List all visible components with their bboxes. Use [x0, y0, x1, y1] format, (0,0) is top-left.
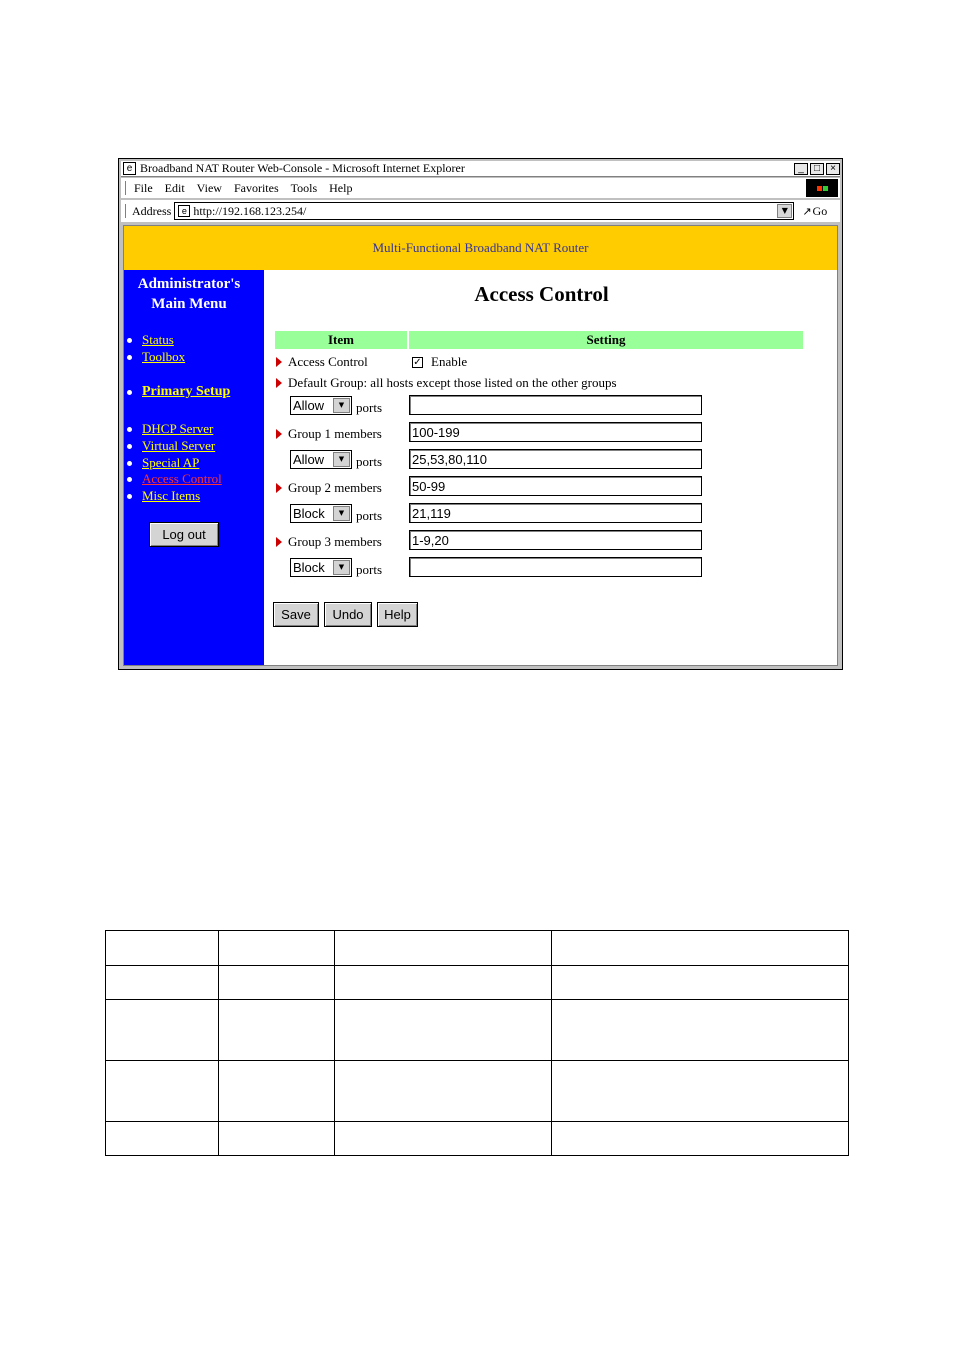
address-input[interactable] — [174, 202, 794, 220]
toolbar-grip[interactable] — [125, 181, 128, 195]
menu-view[interactable]: View — [196, 180, 222, 195]
table-cell — [219, 966, 335, 1000]
group3-row-label — [276, 534, 382, 550]
enable-label: Enable — [431, 354, 468, 369]
banner-text: Multi-Functional Broadband NAT Router — [372, 240, 589, 255]
address-label: Address — [132, 203, 172, 218]
sidebar-item-label: Misc Items — [142, 488, 201, 503]
sidebar-item-access-control[interactable] — [124, 471, 222, 487]
red-triangle-icon — [276, 537, 282, 547]
group3-action-select[interactable] — [290, 558, 352, 577]
table-row — [106, 1000, 849, 1061]
chevron-down-icon[interactable]: ▼ — [333, 452, 350, 467]
menu-favorites[interactable]: Favorites — [233, 180, 279, 195]
page-icon: e — [178, 205, 190, 217]
table-cell — [335, 1061, 552, 1122]
main-panel — [264, 270, 838, 666]
sidebar-title-line2: Main Menu — [151, 296, 227, 312]
title-bar — [121, 161, 840, 177]
group2-row-label — [276, 480, 382, 496]
logout-button[interactable]: Log out — [149, 522, 219, 547]
column-header-item: Item — [275, 331, 407, 349]
table-cell — [106, 1122, 219, 1156]
table-cell — [219, 931, 335, 966]
table-cell — [335, 1122, 552, 1156]
group1-row-label — [276, 426, 382, 442]
table-cell — [552, 966, 849, 1000]
table-cell — [219, 1122, 335, 1156]
sidebar-item-special-ap[interactable] — [124, 455, 199, 471]
browser-window — [118, 158, 843, 670]
ports-label: ports — [356, 400, 382, 415]
sidebar-item-toolbox[interactable] — [124, 349, 185, 365]
red-triangle-icon — [276, 378, 282, 388]
group2-ports-input[interactable]: 21,119 — [409, 503, 702, 523]
menu-help[interactable]: Help — [329, 180, 353, 195]
bullet-icon — [127, 390, 132, 395]
chevron-down-icon[interactable]: ▼ — [777, 204, 792, 218]
menu-bar — [121, 178, 840, 198]
select-value: Block — [293, 560, 325, 575]
select-value: Block — [293, 506, 325, 521]
toolbar-grip[interactable] — [125, 204, 128, 218]
menu-file[interactable]: File — [134, 180, 153, 195]
sidebar — [124, 270, 264, 666]
sidebar-item-virtual-server[interactable] — [124, 438, 215, 454]
table-cell — [335, 1000, 552, 1061]
table-row — [106, 966, 849, 1000]
table-cell — [552, 931, 849, 966]
table-row — [106, 931, 849, 966]
go-label: Go — [812, 203, 828, 218]
sidebar-title — [128, 274, 250, 314]
access-control-label: Access Control — [288, 354, 368, 369]
address-value: http://192.168.123.254/ — [193, 203, 307, 218]
sidebar-item-label: Primary Setup — [142, 384, 231, 399]
bullet-icon — [127, 355, 132, 360]
window-title: Broadband NAT Router Web-Console - Microsoft Internet Explorer — [140, 161, 465, 175]
sidebar-title-line1: Administrator's — [137, 276, 241, 292]
bullet-icon — [127, 427, 132, 432]
save-button[interactable]: Save — [273, 602, 319, 627]
internet-explorer-icon: e — [123, 162, 136, 175]
sidebar-item-primary-setup[interactable] — [124, 384, 230, 400]
table-cell — [219, 1000, 335, 1061]
table-cell — [552, 1061, 849, 1122]
group1-ports-input[interactable]: 25,53,80,110 — [409, 449, 702, 469]
chevron-down-icon[interactable]: ▼ — [333, 506, 350, 521]
bullet-icon — [127, 494, 132, 499]
chevron-down-icon[interactable]: ▼ — [333, 398, 350, 413]
bullet-icon — [127, 444, 132, 449]
select-value: Allow — [293, 452, 325, 467]
menu-tools[interactable]: Tools — [290, 180, 318, 195]
enable-checkbox[interactable]: ✓ — [413, 356, 422, 368]
group3-members-input[interactable]: 1-9,20 — [409, 530, 702, 550]
go-arrow-icon: ↗ — [802, 204, 812, 218]
go-button[interactable] — [802, 204, 827, 219]
bullet-icon — [127, 338, 132, 343]
sidebar-item-dhcp-server[interactable] — [124, 421, 213, 437]
table-cell — [106, 931, 219, 966]
table-cell — [106, 966, 219, 1000]
sidebar-item-label: Special AP — [142, 455, 200, 470]
ports-label: ports — [356, 562, 382, 577]
page-title: Access Control — [474, 282, 609, 306]
ports-label: ports — [356, 454, 382, 469]
table-cell — [335, 966, 552, 1000]
address-bar — [121, 200, 840, 222]
sidebar-item-label: DHCP Server — [142, 421, 214, 436]
default-group-row-label — [276, 375, 617, 391]
group3-ports-input[interactable] — [409, 557, 702, 577]
table-cell — [552, 1122, 849, 1156]
undo-button[interactable]: Undo — [324, 602, 372, 627]
group3-label: Group 3 members — [288, 534, 382, 549]
red-triangle-icon — [276, 429, 282, 439]
group2-action-select[interactable] — [290, 504, 352, 523]
sidebar-item-status[interactable] — [124, 332, 174, 348]
sidebar-item-label: Virtual Server — [142, 438, 216, 453]
table-row — [106, 1061, 849, 1122]
sidebar-item-misc-items[interactable] — [124, 488, 200, 504]
group2-label: Group 2 members — [288, 480, 382, 495]
table-cell — [106, 1000, 219, 1061]
default-group-label: Default Group: all hosts except those listed on the other groups — [288, 375, 617, 390]
table-row — [106, 1122, 849, 1156]
red-triangle-icon — [276, 483, 282, 493]
windows-logo-icon — [806, 179, 838, 197]
menu-edit[interactable]: Edit — [164, 180, 185, 195]
bullet-icon — [127, 477, 132, 482]
table-cell — [219, 1061, 335, 1122]
default-group-ports-input[interactable] — [409, 395, 702, 415]
table-cell — [335, 931, 552, 966]
group2-members-input[interactable]: 50-99 — [409, 476, 702, 496]
select-value: Allow — [293, 398, 325, 413]
table-cell — [106, 1061, 219, 1122]
sidebar-item-label: Toolbox — [142, 349, 186, 364]
red-triangle-icon — [276, 357, 282, 367]
empty-document-table — [105, 930, 849, 1156]
minimize-icon[interactable]: _ — [794, 163, 808, 175]
router-banner — [124, 226, 837, 270]
bullet-icon — [127, 461, 132, 466]
access-control-row-label — [276, 354, 368, 370]
maximize-icon[interactable]: □ — [810, 163, 824, 175]
table-cell — [552, 1000, 849, 1061]
column-header-setting: Setting — [409, 331, 803, 349]
page-viewport — [123, 225, 838, 666]
enable-option — [412, 354, 467, 370]
group1-members-input[interactable]: 100-199 — [409, 422, 702, 442]
group1-action-select[interactable] — [290, 450, 352, 469]
default-group-action-select[interactable] — [290, 396, 352, 415]
chevron-down-icon[interactable]: ▼ — [333, 560, 350, 575]
close-icon[interactable]: × — [826, 163, 840, 175]
sidebar-item-label: Status — [142, 332, 174, 347]
help-button[interactable]: Help — [377, 602, 418, 627]
sidebar-item-label: Access Control — [142, 471, 222, 486]
group1-label: Group 1 members — [288, 426, 382, 441]
ports-label: ports — [356, 508, 382, 523]
